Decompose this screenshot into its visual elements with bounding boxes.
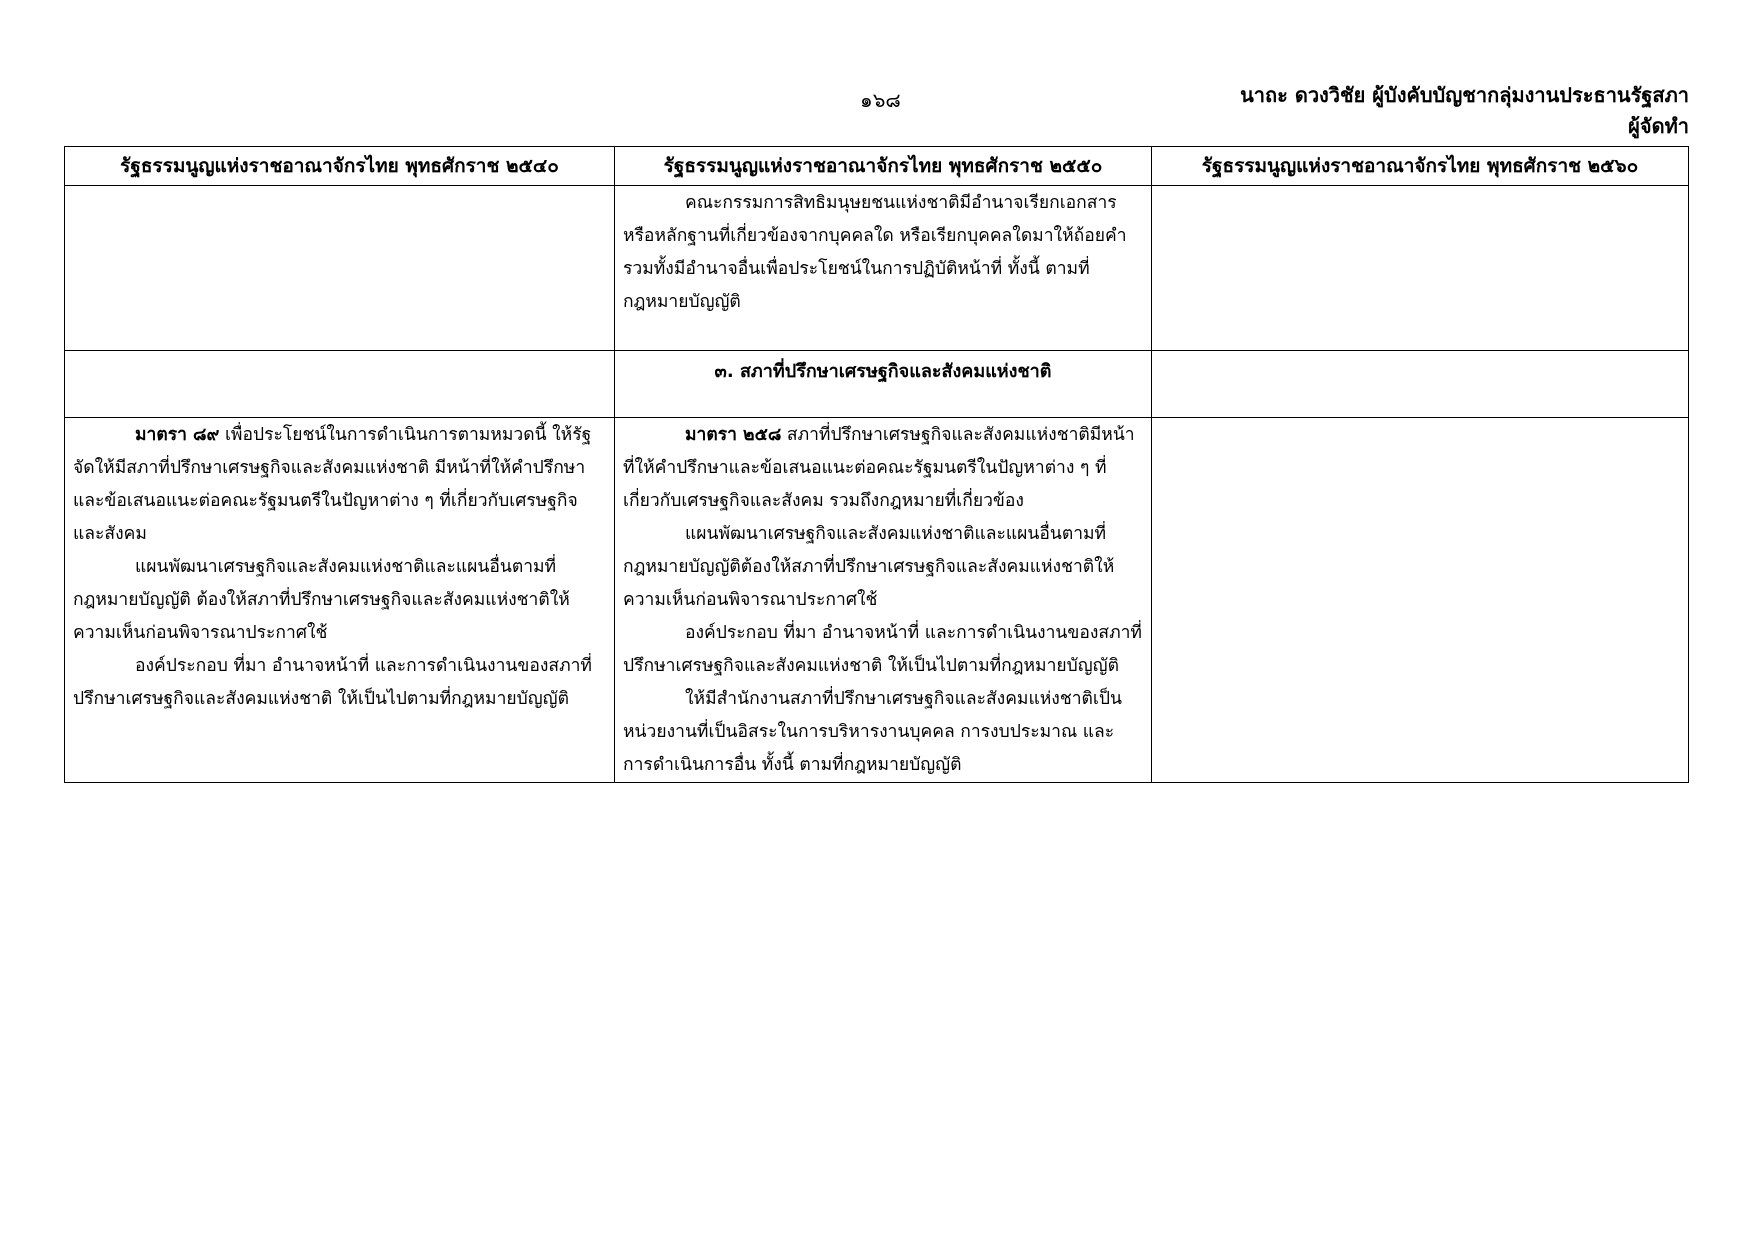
cell-2540 [65,186,615,351]
cell-2560 [1152,186,1689,351]
cell-2550 [615,351,1152,418]
paragraph: แผนพัฒนาเศรษฐกิจและสังคมแห่งชาติและแผนอื่นตามที่กฎหมายบัญญัติ ต้องให้สภาที่ปรึกษาเศรษฐกิจและสังคมแห่งชาติให้ความเห็นก่อนพิจารณาประกาศใช้ [73,557,570,643]
header-constitution-2540: รัฐธรรมนูญแห่งราชอาณาจักรไทย พุทธศักราช ๒๕๔๐ [65,147,615,186]
section-number: มาตรา ๒๕๘ [685,425,782,445]
paragraph: แผนพัฒนาเศรษฐกิจและสังคมแห่งชาติและแผนอื่นตามที่กฎหมายบัญญัติต้องให้สภาที่ปรึกษาเศรษฐกิจและสังคมแห่งชาติให้ความเห็นก่อนพิจารณาประกาศใช้ [623,524,1115,610]
page-number: ๑๖๘ [860,88,901,112]
header-constitution-2550: รัฐธรรมนูญแห่งราชอาณาจักรไทย พุทธศักราช ๒๕๕๐ [615,147,1152,186]
author-role-line: ผู้จัดทำ [1628,114,1689,138]
paragraph-text: เพื่อประโยชน์ในการดำเนินการตามหมวดนี้ ให้รัฐจัดให้มีสภาที่ปรึกษาเศรษฐกิจและสังคมแห่งชาติ มีหน้าที่ให้คำปรึกษาและข้อเสนอแนะต่อคณะรัฐมนตรีในปัญหาต่าง ๆ ที่เกี่ยวกับเศรษฐกิจและสังคม [73,425,592,544]
cell-2540 [65,418,615,783]
cell-2560 [1152,418,1689,783]
table-row [65,418,1689,783]
header-constitution-2560: รัฐธรรมนูญแห่งราชอาณาจักรไทย พุทธศักราช ๒๕๖๐ [1152,147,1689,186]
cell-2540 [65,351,615,418]
paragraph [623,419,1143,518]
cell-2550 [615,418,1152,783]
table-header-row [65,147,1689,186]
table-row [65,186,1689,351]
section-heading: ๓. สภาที่ปรึกษาเศรษฐกิจและสังคมแห่งชาติ [714,361,1052,382]
section-number: มาตรา ๘๙ [135,425,220,445]
table-row [65,351,1689,418]
paragraph [73,419,606,551]
paragraph: องค์ประกอบ ที่มา อำนาจหน้าที่ และการดำเนินงานของสภาที่ปรึกษาเศรษฐกิจและสังคมแห่งชาติ ให้เป็นไปตามที่กฎหมายบัญญัติ [623,623,1142,676]
cell-2550 [615,186,1152,351]
paragraph: องค์ประกอบ ที่มา อำนาจหน้าที่ และการดำเนินงานของสภาที่ปรึกษาเศรษฐกิจและสังคมแห่งชาติ ให้เป็นไปตามที่กฎหมายบัญญัติ [73,656,592,709]
author-block [1240,80,1689,142]
paragraph-text: สภาที่ปรึกษาเศรษฐกิจและสังคมแห่งชาติมีหน้าที่ให้คำปรึกษาและข้อเสนอแนะต่อคณะรัฐมนตรีในปัญหาต่าง ๆ ที่เกี่ยวกับเศรษฐกิจและสังคม รวมถึงกฎหมายที่เกี่ยวข้อง [623,425,1135,511]
author-name-line: นาถะ ดวงวิชัย ผู้บังคับบัญชากลุ่มงานประธานรัฐสภา [1240,83,1689,107]
comparison-table [64,146,1689,783]
paragraph: คณะกรรมการสิทธิมนุษยชนแห่งชาติมีอำนาจเรียกเอกสารหรือหลักฐานที่เกี่ยวข้องจากบุคคลใด หรือเรียกบุคคลใดมาให้ถ้อยคำ รวมทั้งมีอำนาจอื่นเพื่อประโยชน์ในการปฏิบัติหน้าที่ ทั้งนี้ ตามที่กฎหมายบัญญัติ [623,193,1127,312]
paragraph: ให้มีสำนักงานสภาที่ปรึกษาเศรษฐกิจและสังคมแห่งชาติเป็นหน่วยงานที่เป็นอิสระในการบริหารงานบุคคล การงบประมาณ และการดำเนินการอื่น ทั้งนี้ ตามที่กฎหมายบัญญัติ [623,689,1122,775]
cell-2560 [1152,351,1689,418]
